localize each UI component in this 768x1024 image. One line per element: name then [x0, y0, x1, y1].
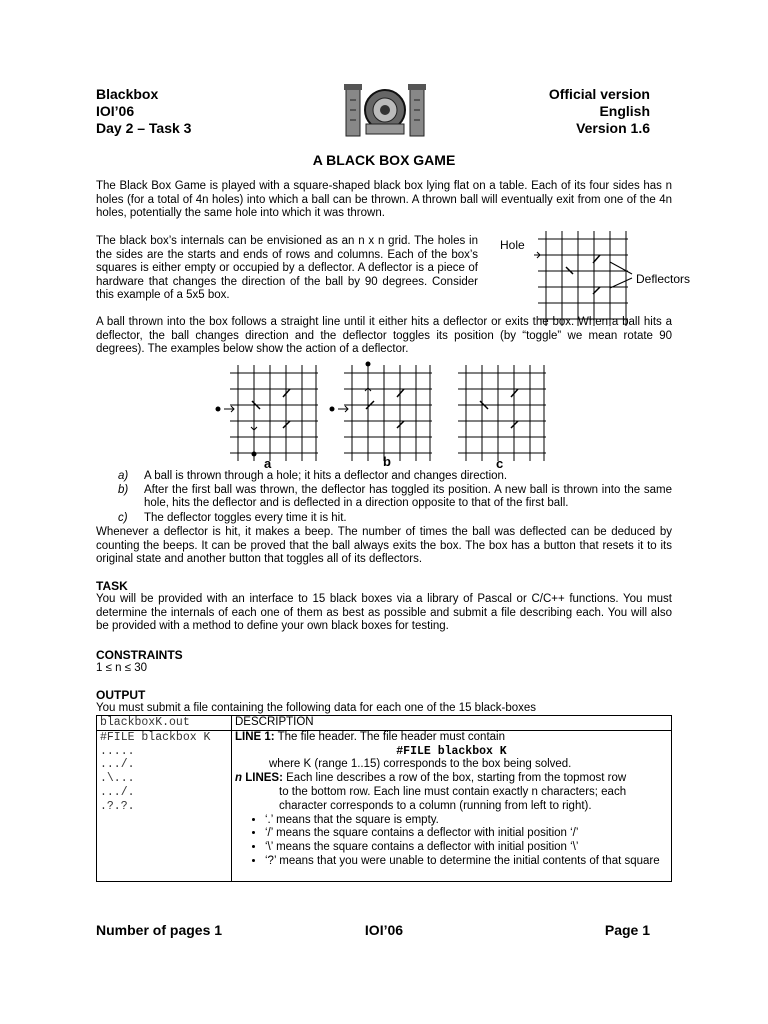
- constraints-heading: CONSTRAINTS: [96, 648, 183, 662]
- example-items-list: [118, 470, 672, 525]
- header-language: English: [599, 103, 650, 119]
- sample-file-cell: #FILE blackbox K ..... .../. .\... .../. .?.?.: [97, 730, 232, 881]
- task-heading: TASK: [96, 579, 128, 593]
- example-grid-a: [224, 365, 318, 461]
- page-title: A BLACK BOX GAME: [312, 152, 456, 168]
- table-header-cell: DESCRIPTION: [232, 716, 672, 731]
- output-text: You must submit a file containing the following data for each one of the 15 black-boxes: [96, 702, 537, 714]
- internals-paragraph: The black box’s internals can be envisioned as an n x n grid. The holes in the sides are the starts and ends of rows and columns. Each of the box’s squares is either empty or occupied by a deflector. A deflector is a piece of hardware that changes the direction of the ball by 90 degrees. Consider this example of a 5x5 box.: [96, 235, 478, 302]
- table-header-row: [97, 716, 672, 731]
- footer-pages: Number of pages 1: [96, 922, 223, 938]
- figure-label-b: b: [383, 454, 391, 469]
- ball-paragraph: A ball thrown into the box follows a straight line until it either hits a deflector or exits the box. When a ball hits a deflector, the ball changes direction and the deflector toggles its position (by “toggle” we mean rotate 90 degrees). The examples below show the action of a deflector.: [96, 316, 672, 356]
- description-cell: LINE 1: The file header. The file header must contain #FILE blackbox K where K (range 1..15) corresponds to the box being solved. n LINES: Each line describes a row of the box, starting from the topmost row to the bottom row. Each line must contain exactly n characters; each character corresponds to a column (running from left to right). • ‘.’ means that the square is empty. • ‘/’ means the square contains a deflector with initial position ‘/’ • ‘\’ means the square contains a deflector with initial position ‘\’ • ‘?’ means that you were unable to determine the initial contents of that square: [232, 730, 672, 881]
- table-header-cell: blackboxK.out: [97, 716, 232, 731]
- beep-paragraph: Whenever a deflector is hit, it makes a beep. The number of times the ball was deflected can be deduced by counting the beeps. It can be proved that the ball always exits the box. The box has a button that resets it to its original state and another button that toggles all of its deflectors.: [96, 526, 672, 566]
- footer-page-number: Page 1: [604, 922, 650, 938]
- header-left: [96, 86, 191, 137]
- output-heading: OUTPUT: [96, 688, 146, 702]
- task-paragraph: You will be provided with an interface to 15 black boxes via a library of Pascal or C/C++ functions. You must determine the internals of each one of them as best as possible and submit a file describing each. You will also be provided with a method to define your own black boxes for testing.: [96, 593, 672, 633]
- figure-label-c: c: [496, 456, 504, 471]
- output-format-table: [96, 715, 672, 882]
- example-grid-b: [338, 365, 432, 461]
- character-meaning-list: [235, 814, 668, 869]
- intro-paragraph: The Black Box Game is played with a square-shaped black box lying flat on a table. Each of its four sides has n holes (for a total of 4n holes) into which a ball can be thrown. A thrown ball will eventually exit from one of the 4n holes, potentially the same hole into which it was thrown.: [96, 180, 672, 220]
- list-item: c) The deflector toggles every time it is hit.: [118, 511, 347, 524]
- footer-contest: IOI’06: [364, 922, 404, 938]
- constraints-text: 1 ≤ n ≤ 30: [96, 662, 147, 674]
- list-item: • ‘/’ means the square contains a deflector with initial position ‘/’: [265, 827, 668, 841]
- list-item: a) A ball is thrown through a hole; it hits a deflector and changes direction.: [118, 470, 508, 482]
- header-contest: IOI’06: [96, 103, 135, 119]
- list-item: • ‘?’ means that you were unable to determine the initial contents of that square: [265, 855, 668, 869]
- deflector-examples-figure: [210, 360, 550, 470]
- header-right: [549, 86, 650, 137]
- example-grid-c: [458, 365, 546, 461]
- header-version-type: Official version: [548, 86, 650, 102]
- deflectors-label: Deflectors: [636, 272, 691, 286]
- header-day: Day 2 – Task 3: [96, 120, 192, 136]
- table-row: [97, 730, 672, 881]
- ioi-logo-icon: [342, 80, 428, 138]
- header-version-number: Version 1.6: [576, 120, 650, 136]
- header-task-name: Blackbox: [96, 86, 159, 102]
- list-item: • ‘\’ means the square contains a deflector with initial position ‘\’: [265, 841, 668, 855]
- figure-label-a: a: [264, 456, 272, 471]
- list-item: • ‘.’ means that the square is empty.: [265, 814, 668, 828]
- list-item: b) After the first ball was thrown, the deflector has toggled its position. A new ball is thrown into the same hole, hits the deflector and is deflected in a direction opposite to that of the first ball.: [118, 483, 672, 510]
- hole-label: Hole: [500, 238, 525, 252]
